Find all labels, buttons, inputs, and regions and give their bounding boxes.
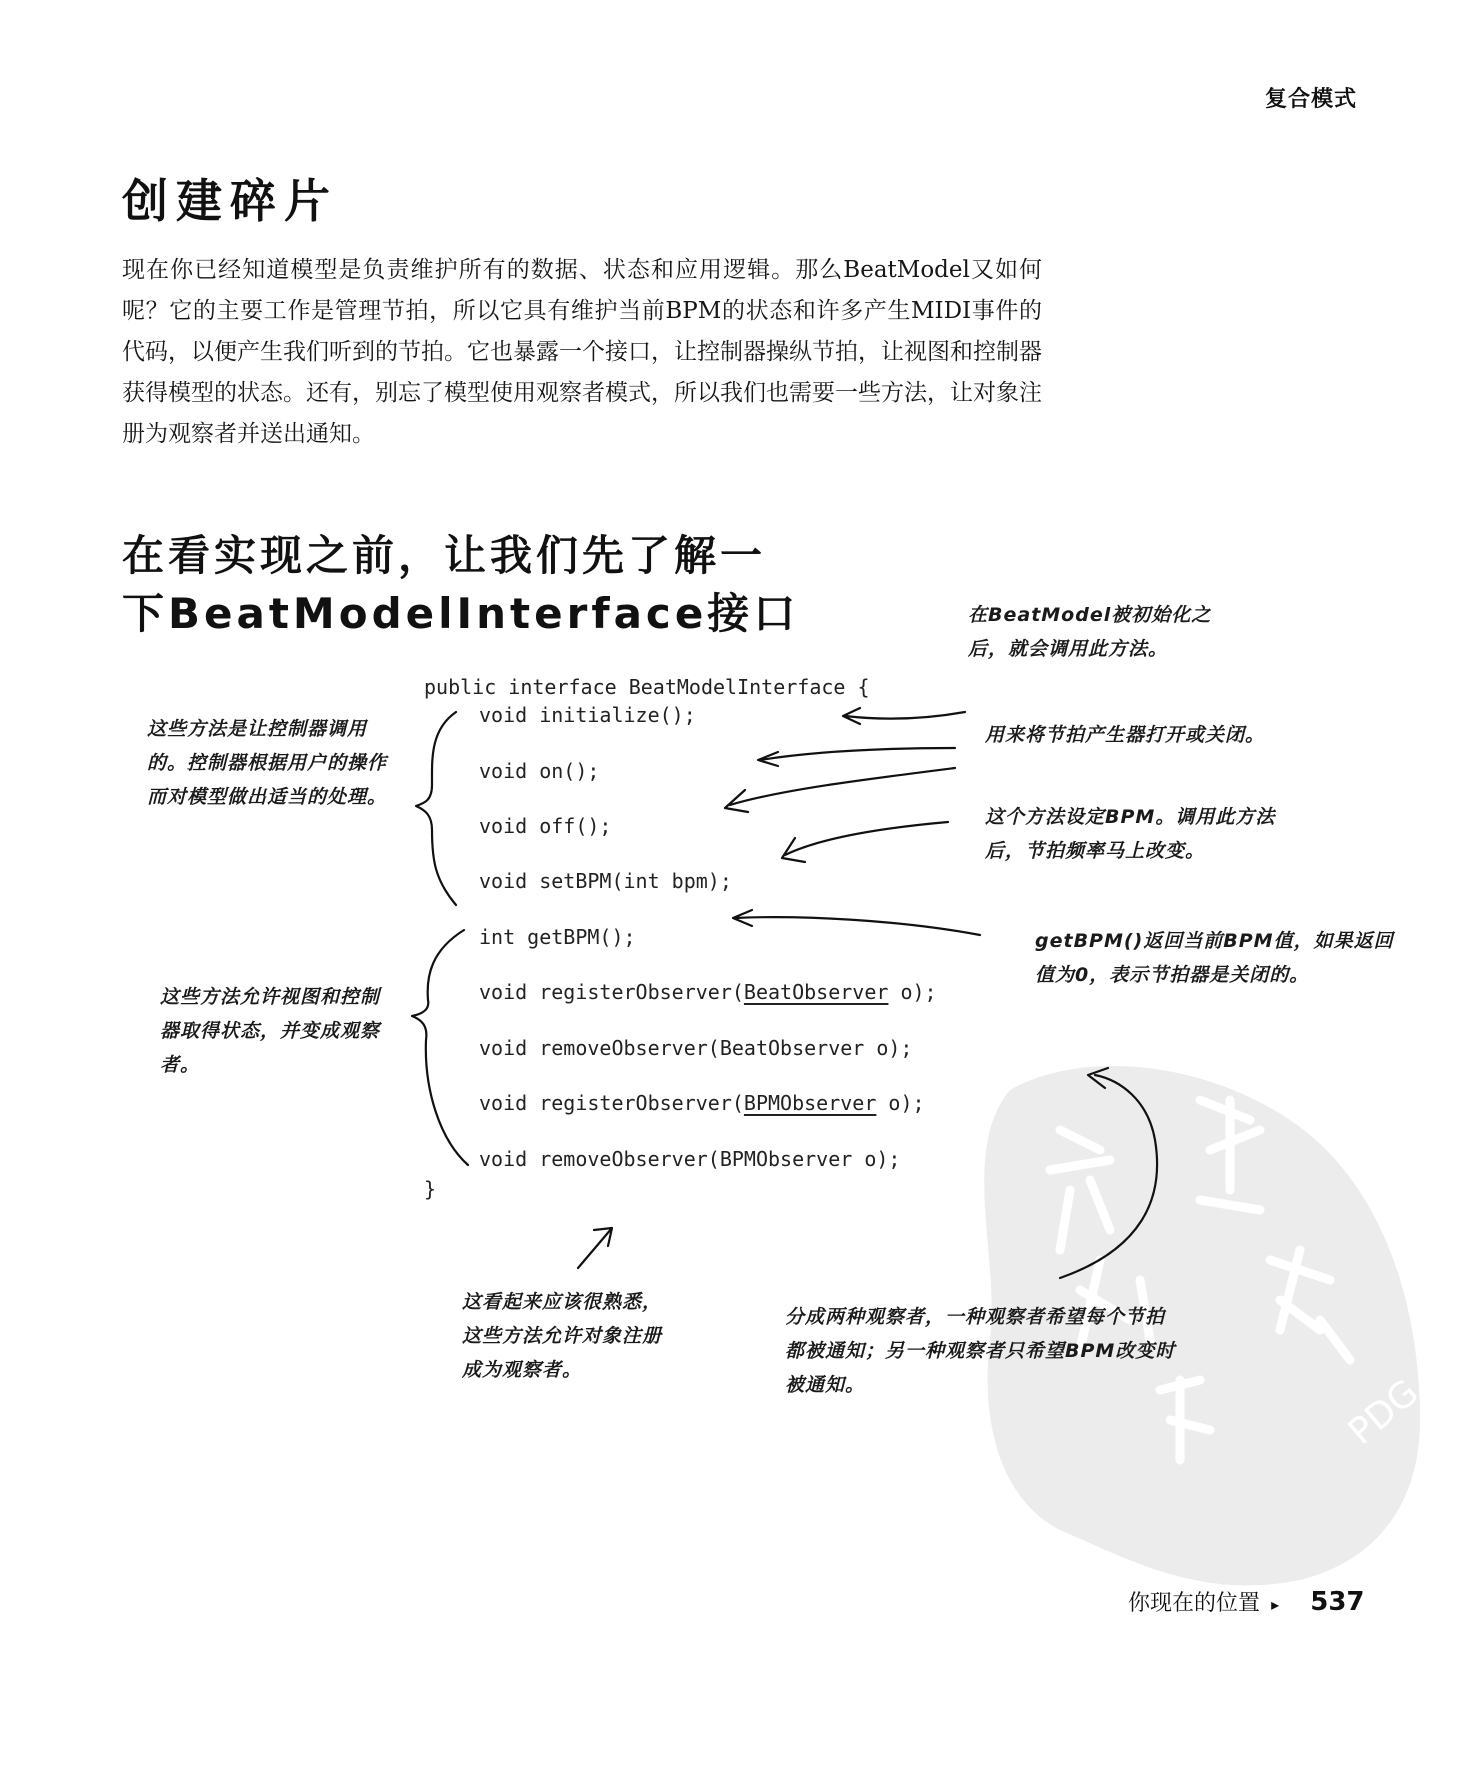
code-line-register-beat-tail: o); bbox=[888, 980, 937, 1004]
code-line-remove-bpm: void removeObserver(BPMObserver o); bbox=[479, 1147, 901, 1171]
intro-paragraph: 现在你已经知道模型是负责维护所有的数据、状态和应用逻辑。那么BeatModel又如何呢？它的主要工作是管理节拍，所以它具有维护当前BPM的状态和许多产生MIDI事件的代码，以便产生我们听到的节拍。它也暴露一个接口，让控制器操纵节拍，让视图和控制器获得模型的状态。还有，别忘了模型使用观察者模式，所以我们也需要一些方法，让对象注册为观察者并送出通知。 bbox=[122, 257, 1042, 447]
arrow-initialize bbox=[843, 708, 965, 724]
note-familiar: 这看起来应该很熟悉，这些方法允许对象注册成为观察者。 bbox=[462, 1291, 663, 1381]
note-two-observers: 分成两种观察者，一种观察者希望每个节拍都被通知；另一种观察者只希望BPM改变时被通知。 bbox=[785, 1306, 1176, 1396]
code-line-register-beat-prefix: void registerObserver( bbox=[479, 980, 744, 1004]
note-view-methods: 这些方法允许视图和控制器取得状态，并变成观察者。 bbox=[160, 986, 381, 1076]
code-open-line: public interface BeatModelInterface { bbox=[424, 675, 870, 699]
section-heading-line2: 下BeatModelInterface接口 bbox=[122, 589, 800, 638]
arrow-setbpm bbox=[782, 822, 948, 862]
bpm-observer-type: BPMObserver bbox=[743, 1091, 877, 1115]
code-line-register-bpm-tail: o); bbox=[876, 1091, 925, 1115]
code-line-off: void off(); bbox=[479, 814, 612, 838]
page-footer bbox=[1128, 1586, 1365, 1617]
arrow-off bbox=[725, 768, 955, 812]
note-on-off: 用来将节拍产生器打开或关闭。 bbox=[985, 724, 1266, 746]
note-getbpm: getBPM()返回当前BPM值，如果返回值为0，表示节拍器是关闭的。 bbox=[1035, 930, 1394, 986]
arrow-on bbox=[758, 748, 955, 766]
section-heading-line1: 在看实现之前，让我们先了解一 bbox=[122, 531, 767, 580]
chapter-header: 复合模式 bbox=[1265, 87, 1358, 112]
view-brace bbox=[412, 930, 468, 1165]
note-initialize: 在BeatModel被初始化之后，就会调用此方法。 bbox=[968, 604, 1212, 660]
code-line-on: void on(); bbox=[479, 759, 600, 783]
page-title: 创建碎片 bbox=[122, 174, 338, 228]
note-setbpm: 这个方法设定BPM。调用此方法后，节拍频率马上改变。 bbox=[985, 806, 1276, 862]
arrow-two-observers bbox=[1060, 1068, 1157, 1278]
code-line-setbpm: void setBPM(int bpm); bbox=[479, 869, 732, 893]
controller-brace bbox=[416, 712, 456, 905]
page-number: 537 bbox=[1310, 1587, 1365, 1617]
code-line-remove-beat: void removeObserver(BeatObserver o); bbox=[479, 1036, 913, 1060]
code-line-getbpm: int getBPM(); bbox=[479, 925, 636, 949]
code-line-register-bpm-prefix: void registerObserver( bbox=[479, 1091, 744, 1115]
arrow-familiar bbox=[578, 1228, 612, 1268]
arrow-getbpm bbox=[733, 910, 980, 935]
footer-arrow-icon: ▸ bbox=[1271, 1595, 1280, 1614]
code-line-initialize: void initialize(); bbox=[479, 703, 696, 727]
watermark-label: PDG bbox=[1340, 1371, 1427, 1454]
note-controller-methods: 这些方法是让控制器调用的。控制器根据用户的操作而对模型做出适当的处理。 bbox=[147, 718, 388, 808]
footer-location-label: 你现在的位置 bbox=[1128, 1591, 1261, 1616]
beat-observer-type: BeatObserver bbox=[743, 980, 889, 1004]
code-close-brace: } bbox=[424, 1177, 437, 1201]
